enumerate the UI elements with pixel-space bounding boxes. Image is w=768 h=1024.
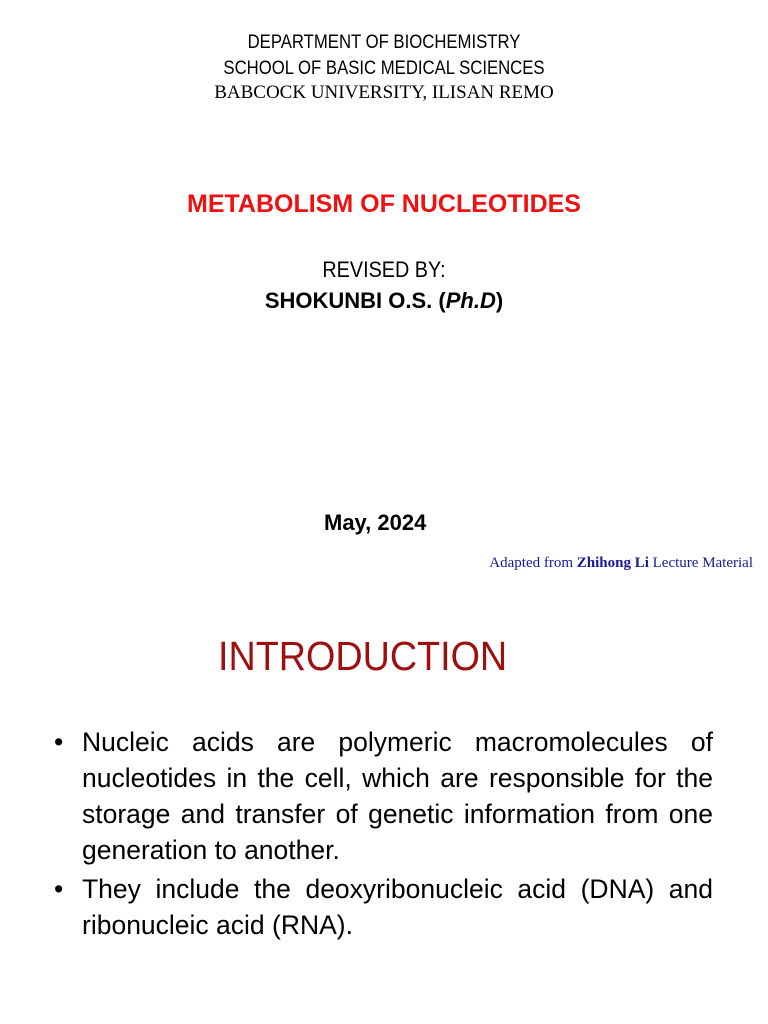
revised-by-label: REVISED BY: — [322, 257, 446, 282]
adapted-prefix: Adapted from — [489, 555, 577, 571]
document-title: METABOLISM OF NUCLEOTIDES — [187, 190, 581, 218]
adapted-suffix: Lecture Material — [648, 555, 753, 571]
university-name: BABCOCK UNIVERSITY, ILISAN REMO — [214, 82, 554, 103]
author-name-text: SHOKUNBI O.S. ( — [264, 288, 446, 313]
department-name: DEPARTMENT OF BIOCHEMISTRY — [247, 32, 521, 53]
bullet-dot-icon: • — [54, 874, 64, 904]
adapted-credit — [489, 555, 753, 572]
introduction-heading: INTRODUCTION — [218, 633, 508, 679]
bullet-dot-icon: • — [54, 727, 64, 757]
author-close-paren: ) — [495, 288, 504, 313]
bullet-item — [48, 724, 713, 868]
bullet-text: Nucleic acids are polymeric macromolecules of nucleotides in the cell, which are responsible for the storage and transfer of genetic information from one generation to another. — [82, 727, 713, 865]
bullet-text: They include the deoxyribonucleic acid (DNA) and ribonucleic acid (RNA). — [82, 874, 713, 940]
school-name: SCHOOL OF BASIC MEDICAL SCIENCES — [223, 58, 545, 79]
author-degree: Ph.D — [445, 288, 496, 313]
document-date: May, 2024 — [324, 510, 427, 535]
introduction-bullet-list — [48, 724, 713, 946]
bullet-item — [48, 871, 713, 943]
adapted-author: Zhihong Li — [576, 555, 649, 571]
author-name — [0, 288, 768, 314]
